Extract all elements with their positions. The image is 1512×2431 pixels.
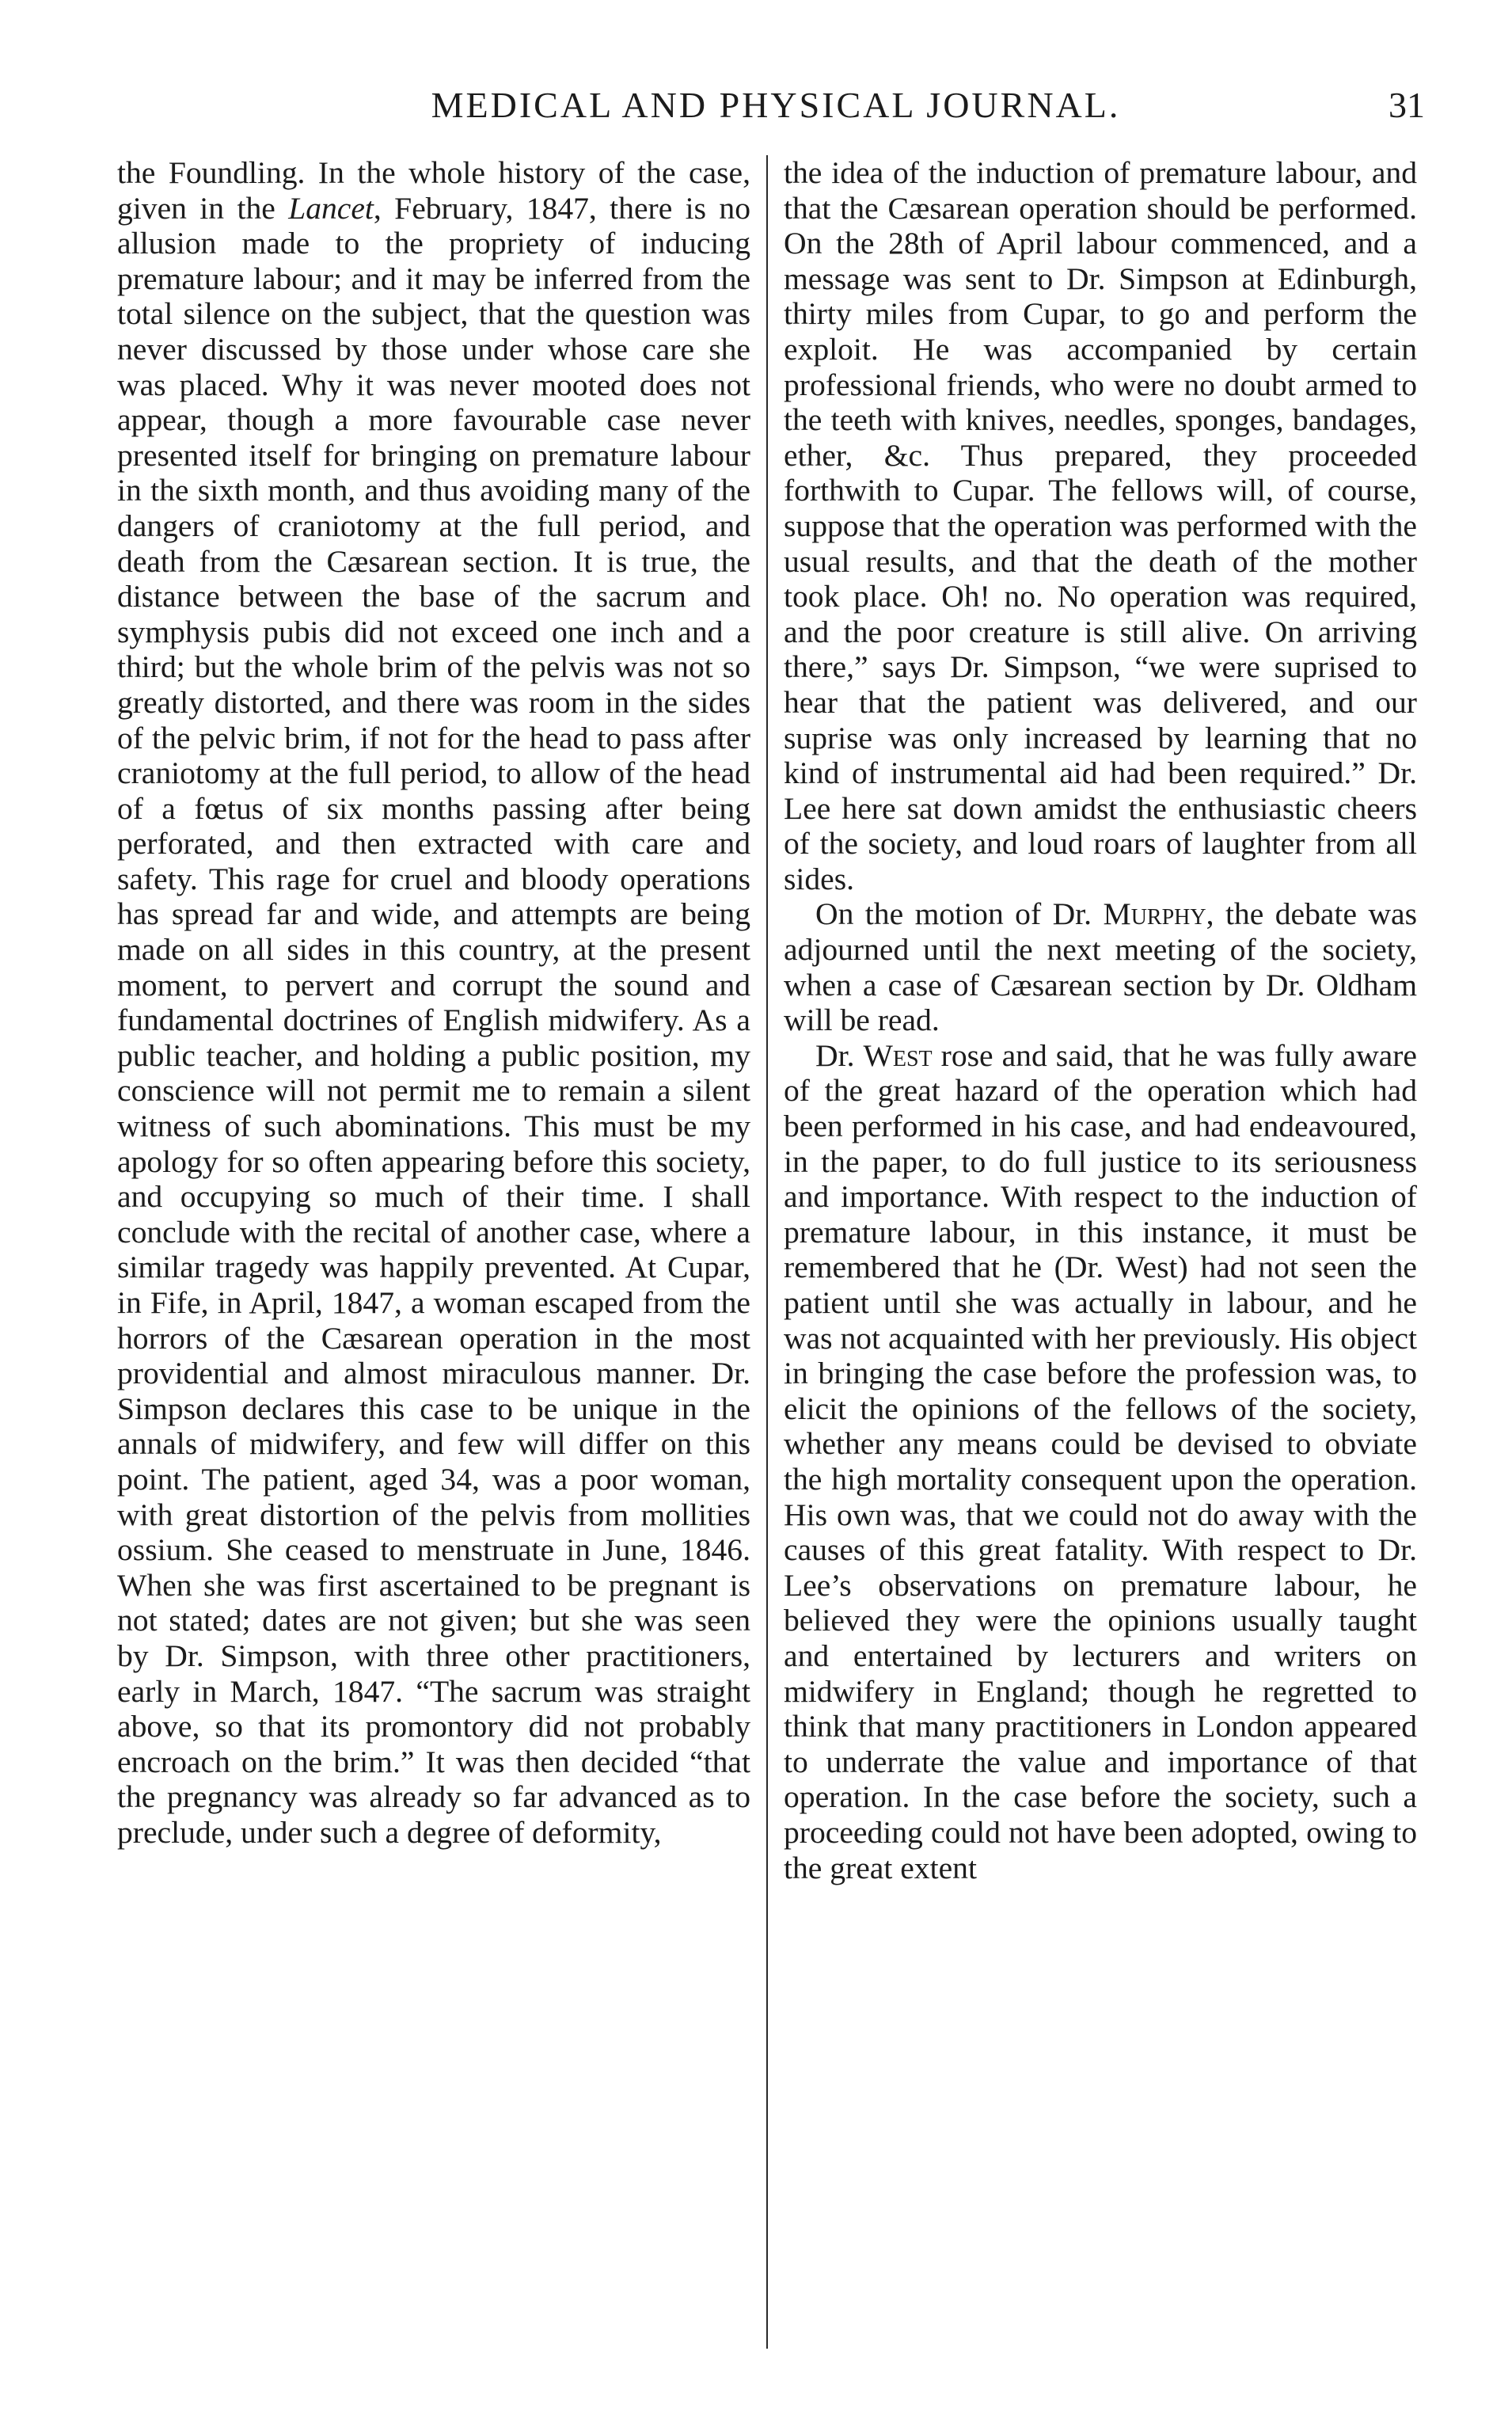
speaker-name-murphy: Murphy — [1103, 896, 1206, 932]
speaker-name-west: West — [863, 1037, 933, 1073]
text-columns — [117, 155, 1415, 2349]
murphy-text-b: , the debate was adjourned until the next meeting of the society, when a case of Cæsarean section by Dr. Oldham will be read. — [784, 896, 1417, 1038]
column-divider — [766, 155, 768, 2349]
right-paragraph-murphy — [784, 896, 1417, 1037]
right-paragraph-west — [784, 1038, 1417, 1885]
running-title: MEDICAL AND PHYSICAL JOURNAL. — [431, 85, 1121, 125]
west-text-b: rose and said, that he was fully aware of the great hazard of the operation which had been performed in his case, and had endeavoured, in the paper, to do full justice to its seriousness and importance. With respect to the induction of premature labour, in this instance, it must be remembered that he (Dr. West) had not seen the patient until she was actually in labour, and he was not acquainted with her previously. His object in bringing the case before the profession was, to elicit the opinions of the fellows of the society, whether any means could be devised to obviate the high mortality consequent upon the operation. His own was, that we could not do away with the causes of this great fatality. With respect to Dr. Lee’s observations on premature labour, he believed they were the opinions usually taught and entertained by lecturers and writers on midwifery in England; though he regretted to think that many practitioners in London appeared to underrate the value and importance of that operation. In the case before the society, such a proceeding could not have been adopted, owing to the great extent — [784, 1037, 1417, 1885]
right-column — [784, 155, 1417, 2349]
right-paragraph-continuation: the idea of the induction of premature labour, and that the Cæsarean operation should be performed. On the 28th of April labour commenced, and a message was sent to Dr. Simpson at Edinburgh, thirty miles from Cupar, to go and perform the exploit. He was accompanied by certain professional friends, who were no doubt armed to the teeth with knives, needles, sponges, bandages, ether, &c. Thus prepared, they proceeded forthwith to Cupar. The fellows will, of course, suppose that the operation was performed with the usual results, and that the death of the mother took place. Oh! no. No operation was required, and the poor creature is still alive. On arriving there,” says Dr. Simpson, “we were suprised to hear that the patient was delivered, and our suprise was only increased by learning that no kind of instrumental aid had been required.” Dr. Lee here sat down amidst the enthusiastic cheers of the society, and loud roars of laughter from all sides. — [784, 155, 1417, 896]
left-column — [117, 155, 750, 2349]
west-text-a: Dr. — [815, 1037, 864, 1073]
murphy-text-a: On the motion of Dr. — [815, 896, 1104, 932]
page-number: 31 — [1389, 85, 1425, 125]
left-paragraph-text-b: , February, 1847, there is no allusion made to the propriety of inducing premature labour; and it may be inferred from the total silence on the subject, that the question was never discussed by those under whose care she was placed. Why it was never mooted does not appear, though a more favourable case never presented itself for bringing on premature labour in the sixth month, and thus avoiding many of the dangers of craniotomy at the full period, and death from the Cæsarean section. It is true, the distance between the base of the sacrum and symphysis pubis did not exceed one inch and a third; but the whole brim of the pelvis was not so greatly distorted, and there was room in the sides of the pelvic brim, if not for the head to pass after craniotomy at the full period, to allow of the head of a fœtus of six months passing after being perforated, and then extracted with care and safety. This rage for cruel and bloody operations has spread far and wide, and attempts are being made on all sides in this country, at the present moment, to pervert and corrupt the sound and fundamental doctrines of English midwifery. As a public teacher, and holding a public position, my conscience will not permit me to remain a silent witness of such abominations. This must be my apology for so often appearing before this society, and occupying so much of their time. I shall conclude with the recital of another case, where a similar tragedy was happily prevented. At Cupar, in Fife, in April, 1847, a woman escaped from the horrors of the Cæsarean operation in the most providential and almost miraculous manner. Dr. Simpson declares this case to be unique in the annals of midwifery, and few will differ on this point. The patient, aged 34, was a poor woman, with great distortion of the pelvis from mollities ossium. She ceased to menstruate in June, 1846. When she was first ascertained to be pregnant is not stated; dates are not given; but she was seen by Dr. Simpson, with three other practitioners, early in March, 1847. “The sacrum was straight above, so that its promontory did not probably encroach on the brim.” It was then decided “that the pregnancy was already so far advanced as to preclude, under such a degree of deformity, — [117, 190, 750, 1850]
lancet-title: Lancet — [288, 190, 374, 226]
left-paragraph — [117, 155, 750, 1851]
left-paragraph-text-a: the Foundling. In the whole history of the case, given in the — [117, 155, 750, 226]
running-head — [127, 76, 1425, 139]
